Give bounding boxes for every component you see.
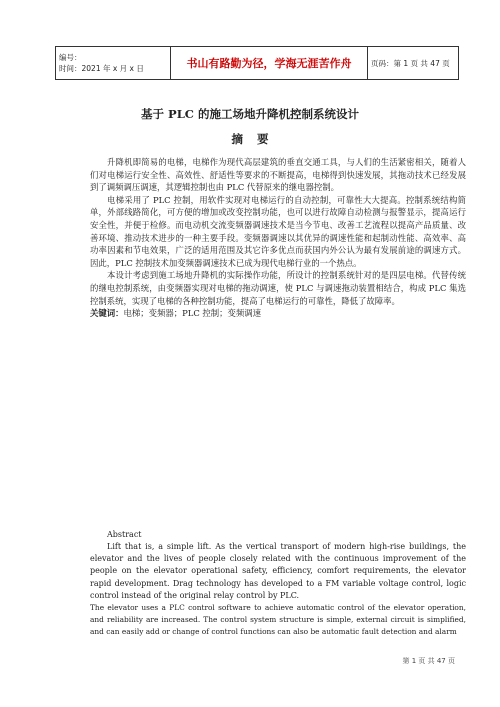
page-footer: 第 1 页 共 47 页: [402, 657, 455, 665]
chinese-abstract: [90, 156, 466, 320]
english-abstract-heading: Abstract: [107, 530, 142, 539]
header-meta: [56, 47, 171, 80]
chinese-paragraph: 本设计考虑到施工场地升降机的实际操作功能，所设计的控制系统针对的是四层电梯。代替传统的继电控制系统，由变频器实现对电梯的拖动调速，使 PLC 与调速拖动装置相结合，构成 PLC 集选控制系统，实现了电梯的各种控制功能，提高了电梯运行的可靠性，降低了故障率。: [90, 270, 466, 306]
english-paragraph-small: The elevator uses a PLC control software to achieve automatic control of the elevator operation, and reliability are increased. The control system structure is simple, external circuit is simplified, and can easily add or change of control functions can also be automatic fault detection and alarm: [90, 603, 466, 637]
document-title: 基于 PLC 的施工场地升降机控制系统设计: [141, 107, 359, 121]
header-page-info: 页码：第 1 页 共 47 页: [368, 47, 459, 80]
keywords-value: 电梯；变频器；PLC 控制；变频调速: [123, 308, 262, 319]
english-abstract: [90, 541, 466, 639]
keywords-line: [90, 307, 466, 320]
document-header: [55, 46, 459, 80]
abstract-heading: 摘要: [231, 132, 283, 146]
chinese-paragraph: 升降机即简易的电梯，电梯作为现代高层建筑的垂直交通工具，与人们的生活紧密相关，随着人们对电梯运行安全性、高效性、舒适性等要求的不断提高，电梯得到快速发展，其拖动技术已经发展到了调频调压调速，其逻辑控制也由 PLC 代替原来的继电器控制。: [90, 157, 466, 193]
document-number-label: 编号：: [59, 53, 82, 62]
english-paragraph: Lift that is, a simple lift. As the vertical transport of modern high-rise buildings, the elevator and the lives of people closely related with the continuous improvement of the people on the elevator operational safety, efficiency, comfort requirements, the elevator rapid development. Drag technology has developed to a FM variable voltage control, logic control instead of the original relay control by PLC.: [90, 542, 466, 600]
header-motto: 书山有路勤为径，学海无涯苦作舟: [171, 47, 368, 80]
document-time: 时间：2021 年 x 月 x 日: [59, 64, 144, 73]
chinese-paragraph: 电梯采用了 PLC 控制，用软件实现对电梯运行的自动控制，可靠性大大提高。控制系统结构简单，外部线路简化，可方便的增加或改变控制功能，也可以进行故障自动检测与报警显示，提高运行安全性，并便于检修。而电动机交流变频器调速技术是当今节电、改善工艺流程以提高产品质量、改善环境、推动技术进步的一种主要手段。变频器调速以其优异的调速性能和起制动性能、高效率、高功率因素和节电效果，广泛的适用范围及其它许多优点而获国内外公认为最有发展前途的调速方式。因此，PLC 控制技术加变频器调速技术已成为现代电梯行业的一个热点。: [90, 194, 466, 268]
keywords-label: 关键词：: [90, 308, 124, 319]
